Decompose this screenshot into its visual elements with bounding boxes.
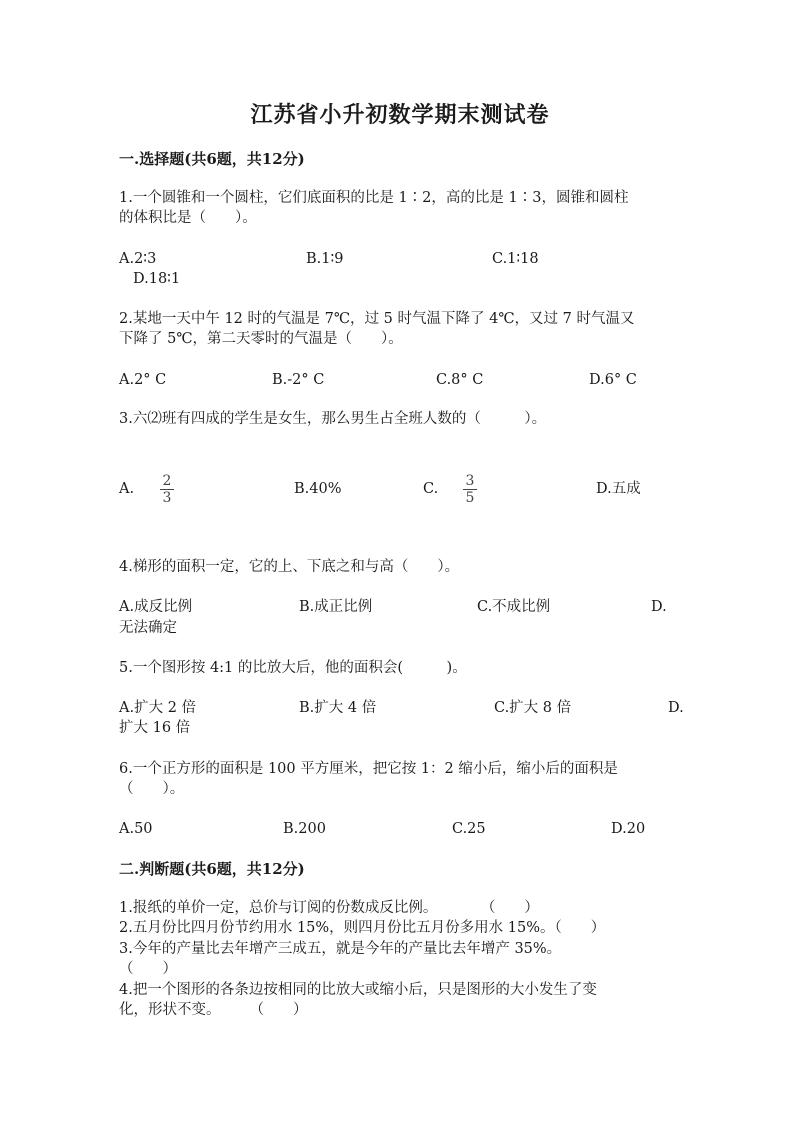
q2-option-a[interactable]: A.2° C [119,372,167,388]
q3-option-c-fraction [463,473,477,506]
q6-text-line2: （ ）。 [119,781,185,797]
q4-text-line1: 4.梯形的面积一定，它的上、下底之和与高（ ）。 [119,559,460,575]
q4-option-d[interactable]: D. [651,599,667,615]
q4-option-c[interactable]: C.不成比例 [477,599,551,615]
q3-text-line1: 3.六⑵班有四成的学生是女生，那么男生占全班人数的（ ）。 [119,411,547,427]
judge-item-4[interactable]: 4.把一个图形的各条边按相同的比放大或缩小后，只是图形的大小发生了变 [119,982,597,998]
q1-option-d[interactable]: D.18∶1 [133,271,181,287]
q4-option-b[interactable]: B.成正比例 [299,599,373,615]
q1-text-line2: 的体积比是（ ）。 [119,210,257,226]
q6-option-b[interactable]: B.200 [283,821,326,837]
section2-heading: 二.判断题(共6题，共12分) [119,860,305,878]
section1-heading: 一.选择题(共6题，共12分) [119,150,305,168]
q1-option-b[interactable]: B.1∶9 [306,251,344,267]
judge-item-1[interactable]: 1.报纸的单价一定，总价与订阅的份数成反比例。 （ ） [119,900,539,916]
q2-option-b[interactable]: B.-2° C [272,372,325,388]
fraction-numerator: 2 [160,473,174,490]
q2-text-line2: 下降了 5℃，第二天零时的气温是（ ）。 [119,331,403,347]
q6-text-line1: 6.一个正方形的面积是 100 平方厘米，把它按 1：2 缩小后，缩小后的面积是 [119,761,618,777]
q3-option-a-fraction [160,473,174,506]
q2-option-d[interactable]: D.6° C [589,372,637,388]
q4-option-a[interactable]: A.成反比例 [119,599,193,615]
judge-item-3-blank[interactable]: （ ） [119,961,177,977]
q1-option-c[interactable]: C.1∶18 [492,251,539,267]
q6-option-a[interactable]: A.50 [119,821,153,837]
judge-item-3[interactable]: 3.今年的产量比去年增产三成五，就是今年的产量比去年增产 35%。 [119,941,562,957]
q5-option-d-text[interactable]: 扩大 16 倍 [119,720,191,736]
q6-option-c[interactable]: C.25 [452,821,486,837]
q3-option-c[interactable]: C. [423,481,439,497]
judge-item-4-line2[interactable]: 化，形状不变。 （ ） [119,1002,308,1018]
q5-option-d[interactable]: D. [668,700,684,716]
fraction-numerator: 3 [463,473,477,490]
fraction-denominator: 5 [465,490,475,506]
q1-option-a[interactable]: A.2∶3 [119,251,157,267]
q6-option-d[interactable]: D.20 [611,821,646,837]
q5-option-c[interactable]: C.扩大 8 倍 [494,700,572,716]
q3-option-d[interactable]: D.五成 [596,481,641,497]
q2-option-c[interactable]: C.8° C [436,372,484,388]
q2-text-line1: 2.某地一天中午 12 时的气温是 7℃，过 5 时气温下降了 4℃，又过 7 时气温又 [119,311,635,327]
page-title: 江苏省小升初数学期末测试卷 [250,102,550,128]
fraction-denominator: 3 [162,490,172,506]
q4-option-d-text[interactable]: 无法确定 [119,620,177,636]
q5-option-b[interactable]: B.扩大 4 倍 [299,700,377,716]
q5-text-line1: 5.一个图形按 4:1 的比放大后，他的面积会( )。 [119,660,467,676]
judge-item-2[interactable]: 2.五月份比四月份节约用水 15%，则四月份比五月份多用水 15%。（ ） [119,920,606,936]
q3-option-a[interactable]: A. [119,481,135,497]
q5-option-a[interactable]: A.扩大 2 倍 [119,700,197,716]
q1-text-line1: 1.一个圆锥和一个圆柱，它们底面积的比是 1∶2，高的比是 1∶3，圆锥和圆柱 [119,190,629,206]
q3-option-b[interactable]: B.40% [294,481,342,497]
